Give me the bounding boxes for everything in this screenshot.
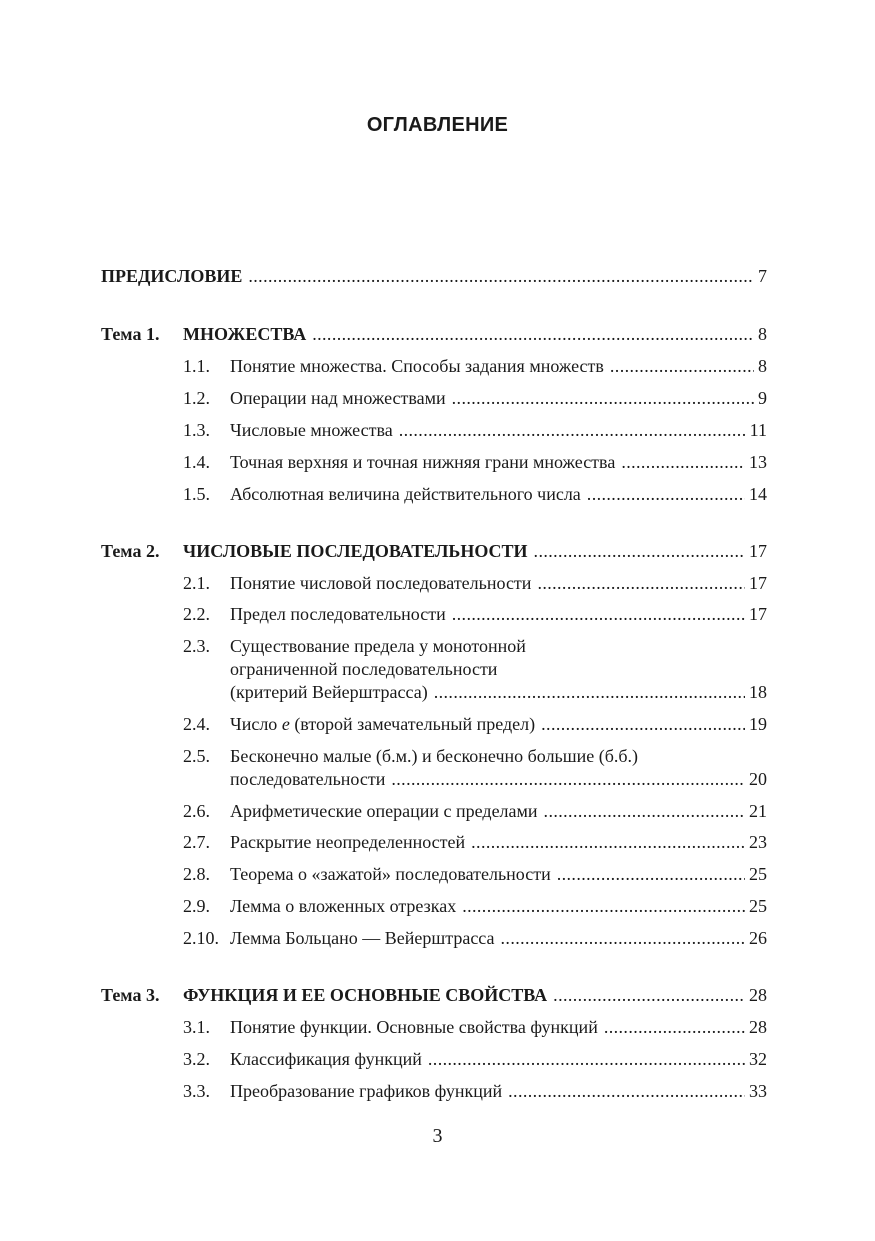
- item-number: 2.5.: [183, 746, 210, 766]
- topic-label: Тема 2.: [101, 541, 160, 561]
- toc-item-1-3[interactable]: [101, 418, 767, 442]
- toc-item-2-9[interactable]: [101, 894, 767, 918]
- item-text-pre: Число: [230, 714, 282, 734]
- dot-leader: [610, 354, 754, 378]
- topic-title: ФУНКЦИЯ И ЕЕ ОСНОВНЫЕ СВОЙСТВА: [183, 985, 548, 1005]
- toc-page-number: 33: [749, 1081, 767, 1101]
- toc-item-3-3[interactable]: [101, 1079, 767, 1103]
- toc-page-number: 18: [749, 682, 767, 702]
- toc-entry-text: ПРЕДИСЛОВИЕ: [101, 266, 243, 286]
- toc-page-number: 32: [749, 1049, 767, 1069]
- topic-label: Тема 3.: [101, 985, 160, 1005]
- toc-item-1-2[interactable]: [101, 386, 767, 410]
- toc-item-3-2[interactable]: [101, 1047, 767, 1071]
- item-number: 1.2.: [183, 388, 210, 408]
- item-text: [230, 712, 535, 736]
- toc-item-2-3-last[interactable]: [101, 680, 767, 704]
- dot-leader: [399, 418, 746, 442]
- toc-item-1-5[interactable]: [101, 482, 767, 506]
- math-variable-e: e: [281, 714, 290, 734]
- toc-page-number: 25: [749, 864, 767, 884]
- item-text: Понятие функции. Основные свойства функций: [230, 1017, 598, 1037]
- item-text: Лемма Больцано — Вейерштрасса: [230, 928, 495, 948]
- item-text: Лемма о вложенных отрезках: [230, 896, 457, 916]
- toc-page-number: 28: [749, 1017, 767, 1037]
- item-number: 2.10.: [183, 928, 219, 948]
- toc-page-number: 8: [758, 356, 767, 376]
- dot-leader: [544, 799, 745, 823]
- dot-leader: [452, 602, 745, 626]
- dot-leader: [452, 386, 754, 410]
- item-text: Теорема о «зажатой» последовательности: [230, 864, 551, 884]
- item-number: 2.1.: [183, 573, 210, 593]
- dot-leader: [501, 926, 745, 950]
- item-text-line: ограниченной последовательности: [230, 659, 498, 679]
- toc-page-number: 23: [749, 832, 767, 852]
- item-number: 2.8.: [183, 864, 210, 884]
- topic-label: Тема 1.: [101, 324, 160, 344]
- toc-page-number: 13: [749, 452, 767, 472]
- dot-leader: [471, 830, 745, 854]
- item-number: 3.1.: [183, 1017, 210, 1037]
- dot-leader: [621, 450, 745, 474]
- toc-page-number: 17: [749, 541, 767, 561]
- item-number: 3.2.: [183, 1049, 210, 1069]
- toc-page-number: 19: [749, 714, 767, 734]
- toc-topic-1[interactable]: [101, 322, 767, 346]
- dot-leader: [391, 767, 745, 791]
- toc-item-2-7[interactable]: [101, 830, 767, 854]
- dot-leader: [534, 539, 745, 563]
- toc-item-2-1[interactable]: [101, 571, 767, 595]
- dot-leader: [541, 712, 745, 736]
- item-number: 2.2.: [183, 604, 210, 624]
- item-text: Операции над множествами: [230, 388, 446, 408]
- toc-item-2-2[interactable]: [101, 602, 767, 626]
- item-number: 1.1.: [183, 356, 210, 376]
- item-text: Преобразование графиков функций: [230, 1081, 503, 1101]
- toc-page-number: 11: [749, 420, 767, 440]
- dot-leader: [248, 264, 754, 288]
- item-number: 3.3.: [183, 1081, 210, 1101]
- toc-item-3-1[interactable]: [101, 1015, 767, 1039]
- toc-page-number: 26: [749, 928, 767, 948]
- toc-page-number: 17: [749, 604, 767, 624]
- item-number: 2.4.: [183, 714, 210, 734]
- toc-page-number: 25: [749, 896, 767, 916]
- toc-item-2-6[interactable]: [101, 799, 767, 823]
- item-text: Абсолютная величина действительного числа: [230, 484, 581, 504]
- dot-leader: [312, 322, 754, 346]
- toc-page-number: 20: [749, 769, 767, 789]
- dot-leader: [553, 983, 745, 1007]
- dot-leader: [557, 862, 745, 886]
- item-number: 1.3.: [183, 420, 210, 440]
- item-text-line: Бесконечно малые (б.м.) и бесконечно большие (б.б.): [230, 746, 639, 766]
- topic-title: ЧИСЛОВЫЕ ПОСЛЕДОВАТЕЛЬНОСТИ: [183, 541, 528, 561]
- toc-entry-preface[interactable]: [101, 264, 767, 288]
- page-number: 3: [432, 1125, 443, 1147]
- toc-topic-3[interactable]: [101, 983, 767, 1007]
- toc-item-1-4[interactable]: [101, 450, 767, 474]
- page-title: ОГЛАВЛЕНИЕ: [366, 114, 509, 136]
- item-text: Раскрытие неопределенностей: [230, 832, 466, 852]
- item-text: (критерий Вейерштрасса): [230, 682, 428, 702]
- toc-page-number: 7: [758, 266, 767, 286]
- toc-page-number: 17: [749, 573, 767, 593]
- item-text: Числовые множества: [230, 420, 393, 440]
- toc-item-2-4[interactable]: [101, 712, 767, 736]
- item-number: 2.6.: [183, 801, 210, 821]
- toc-item-1-1[interactable]: [101, 354, 767, 378]
- item-text: Классификация функций: [230, 1049, 422, 1069]
- toc-item-2-10[interactable]: [101, 926, 767, 950]
- dot-leader: [537, 571, 745, 595]
- toc-page-number: 21: [749, 801, 767, 821]
- toc-item-2-5-last[interactable]: [101, 767, 767, 791]
- toc-item-2-5[interactable]: [101, 744, 767, 768]
- toc-item-2-3[interactable]: [101, 634, 767, 658]
- item-number: 2.9.: [183, 896, 210, 916]
- topic-title: МНОЖЕСТВА: [183, 324, 307, 344]
- dot-leader: [508, 1079, 745, 1103]
- item-text-line: Существование предела у монотонной: [230, 636, 526, 656]
- dot-leader: [434, 680, 745, 704]
- dot-leader: [462, 894, 745, 918]
- item-text: Арифметические операции с пределами: [230, 801, 538, 821]
- toc-page-number: 8: [758, 324, 767, 344]
- item-number: 1.4.: [183, 452, 210, 472]
- item-text: последовательности: [230, 769, 386, 789]
- item-number: 2.3.: [183, 636, 210, 656]
- toc-page-number: 28: [749, 985, 767, 1005]
- toc-item-2-3-cont: [101, 657, 767, 681]
- item-text-post: (второй замечательный предел): [289, 714, 536, 734]
- dot-leader: [604, 1015, 745, 1039]
- item-text: Понятие числовой последовательности: [230, 573, 532, 593]
- toc-page-number: 9: [758, 388, 767, 408]
- toc-item-2-8[interactable]: [101, 862, 767, 886]
- item-text: Точная верхняя и точная нижняя грани множества: [230, 452, 616, 472]
- item-number: 1.5.: [183, 484, 210, 504]
- item-text: Понятие множества. Способы задания множеств: [230, 356, 604, 376]
- dot-leader: [428, 1047, 745, 1071]
- toc-topic-2[interactable]: [101, 539, 767, 563]
- item-text: Предел последовательности: [230, 604, 446, 624]
- dot-leader: [587, 482, 745, 506]
- item-number: 2.7.: [183, 832, 210, 852]
- toc-page-number: 14: [749, 484, 767, 504]
